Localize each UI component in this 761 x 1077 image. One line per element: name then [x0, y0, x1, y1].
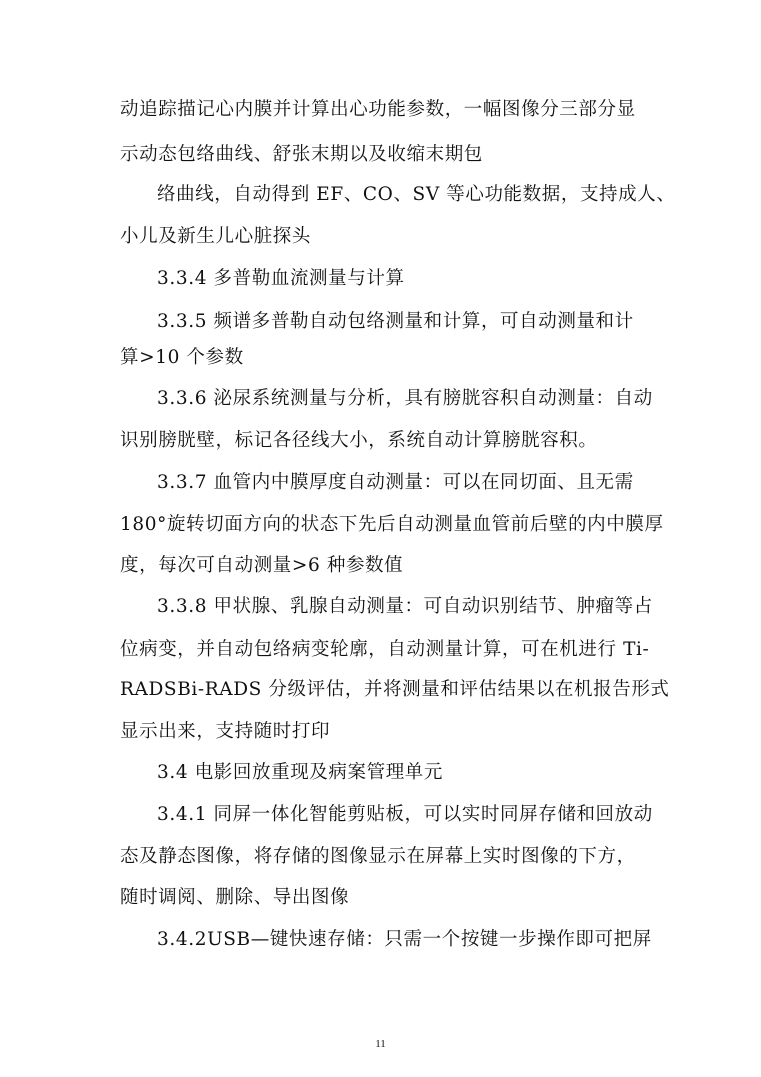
text-line: 3.4 电影回放重现及病案管理单元	[157, 762, 444, 783]
text-line: 180°旋转切面方向的状态下先后自动测量血管前后壁的内中膜厚	[120, 514, 664, 535]
text-line: 3.3.7 血管内中膜厚度自动测量：可以在同切面、且无需	[157, 472, 634, 493]
text-line: 3.3.8 甲状腺、乳腺自动测量：可自动识别结节、肿瘤等占	[157, 596, 653, 617]
text-line: 小儿及新生儿心脏探头	[120, 226, 312, 247]
text-line: 3.3.6 泌尿系统测量与分析，具有膀胱容积自动测量：自动	[157, 388, 653, 409]
text-line: 示动态包络曲线、舒张末期以及收缩末期包	[120, 144, 483, 165]
text-line: 3.3.4 多普勒血流测量与计算	[157, 268, 405, 289]
text-line: 位病变，并自动包络病变轮廓，自动测量计算，可在机进行 Ti-	[120, 639, 650, 660]
text-line: 算>10 个参数	[120, 347, 244, 368]
text-line: RADSBi-RADS 分级评估，并将测量和评估结果以在机报告形式	[120, 679, 670, 700]
text-line: 度，每次可自动测量>6 种参数值	[120, 555, 404, 576]
text-line: 识别膀胱壁，标记各径线大小，系统自动计算膀胱容积。	[120, 430, 598, 451]
text-line: 动追踪描记心内膜并计算出心功能参数，一幅图像分三部分显	[120, 99, 636, 120]
text-line: 显示出来，支持随时打印	[120, 721, 331, 742]
text-line: 态及静态图像，将存储的图像显示在屏幕上实时图像的下方，	[120, 846, 636, 867]
text-line: 3.4.1 同屏一体化智能剪贴板，可以实时同屏存储和回放动	[157, 804, 653, 825]
text-line: 3.3.5 频谱多普勒自动包络测量和计算，可自动测量和计	[157, 311, 634, 332]
text-line: 络曲线，自动得到 EF、CO、SV 等心功能数据，支持成人、	[157, 184, 676, 205]
text-line: 3.4.2USB—键快速存储：只需一个按键一步操作即可把屏	[157, 929, 652, 950]
text-line: 随时调阅、删除、导出图像	[120, 887, 350, 908]
page-number: 11	[375, 1038, 386, 1050]
